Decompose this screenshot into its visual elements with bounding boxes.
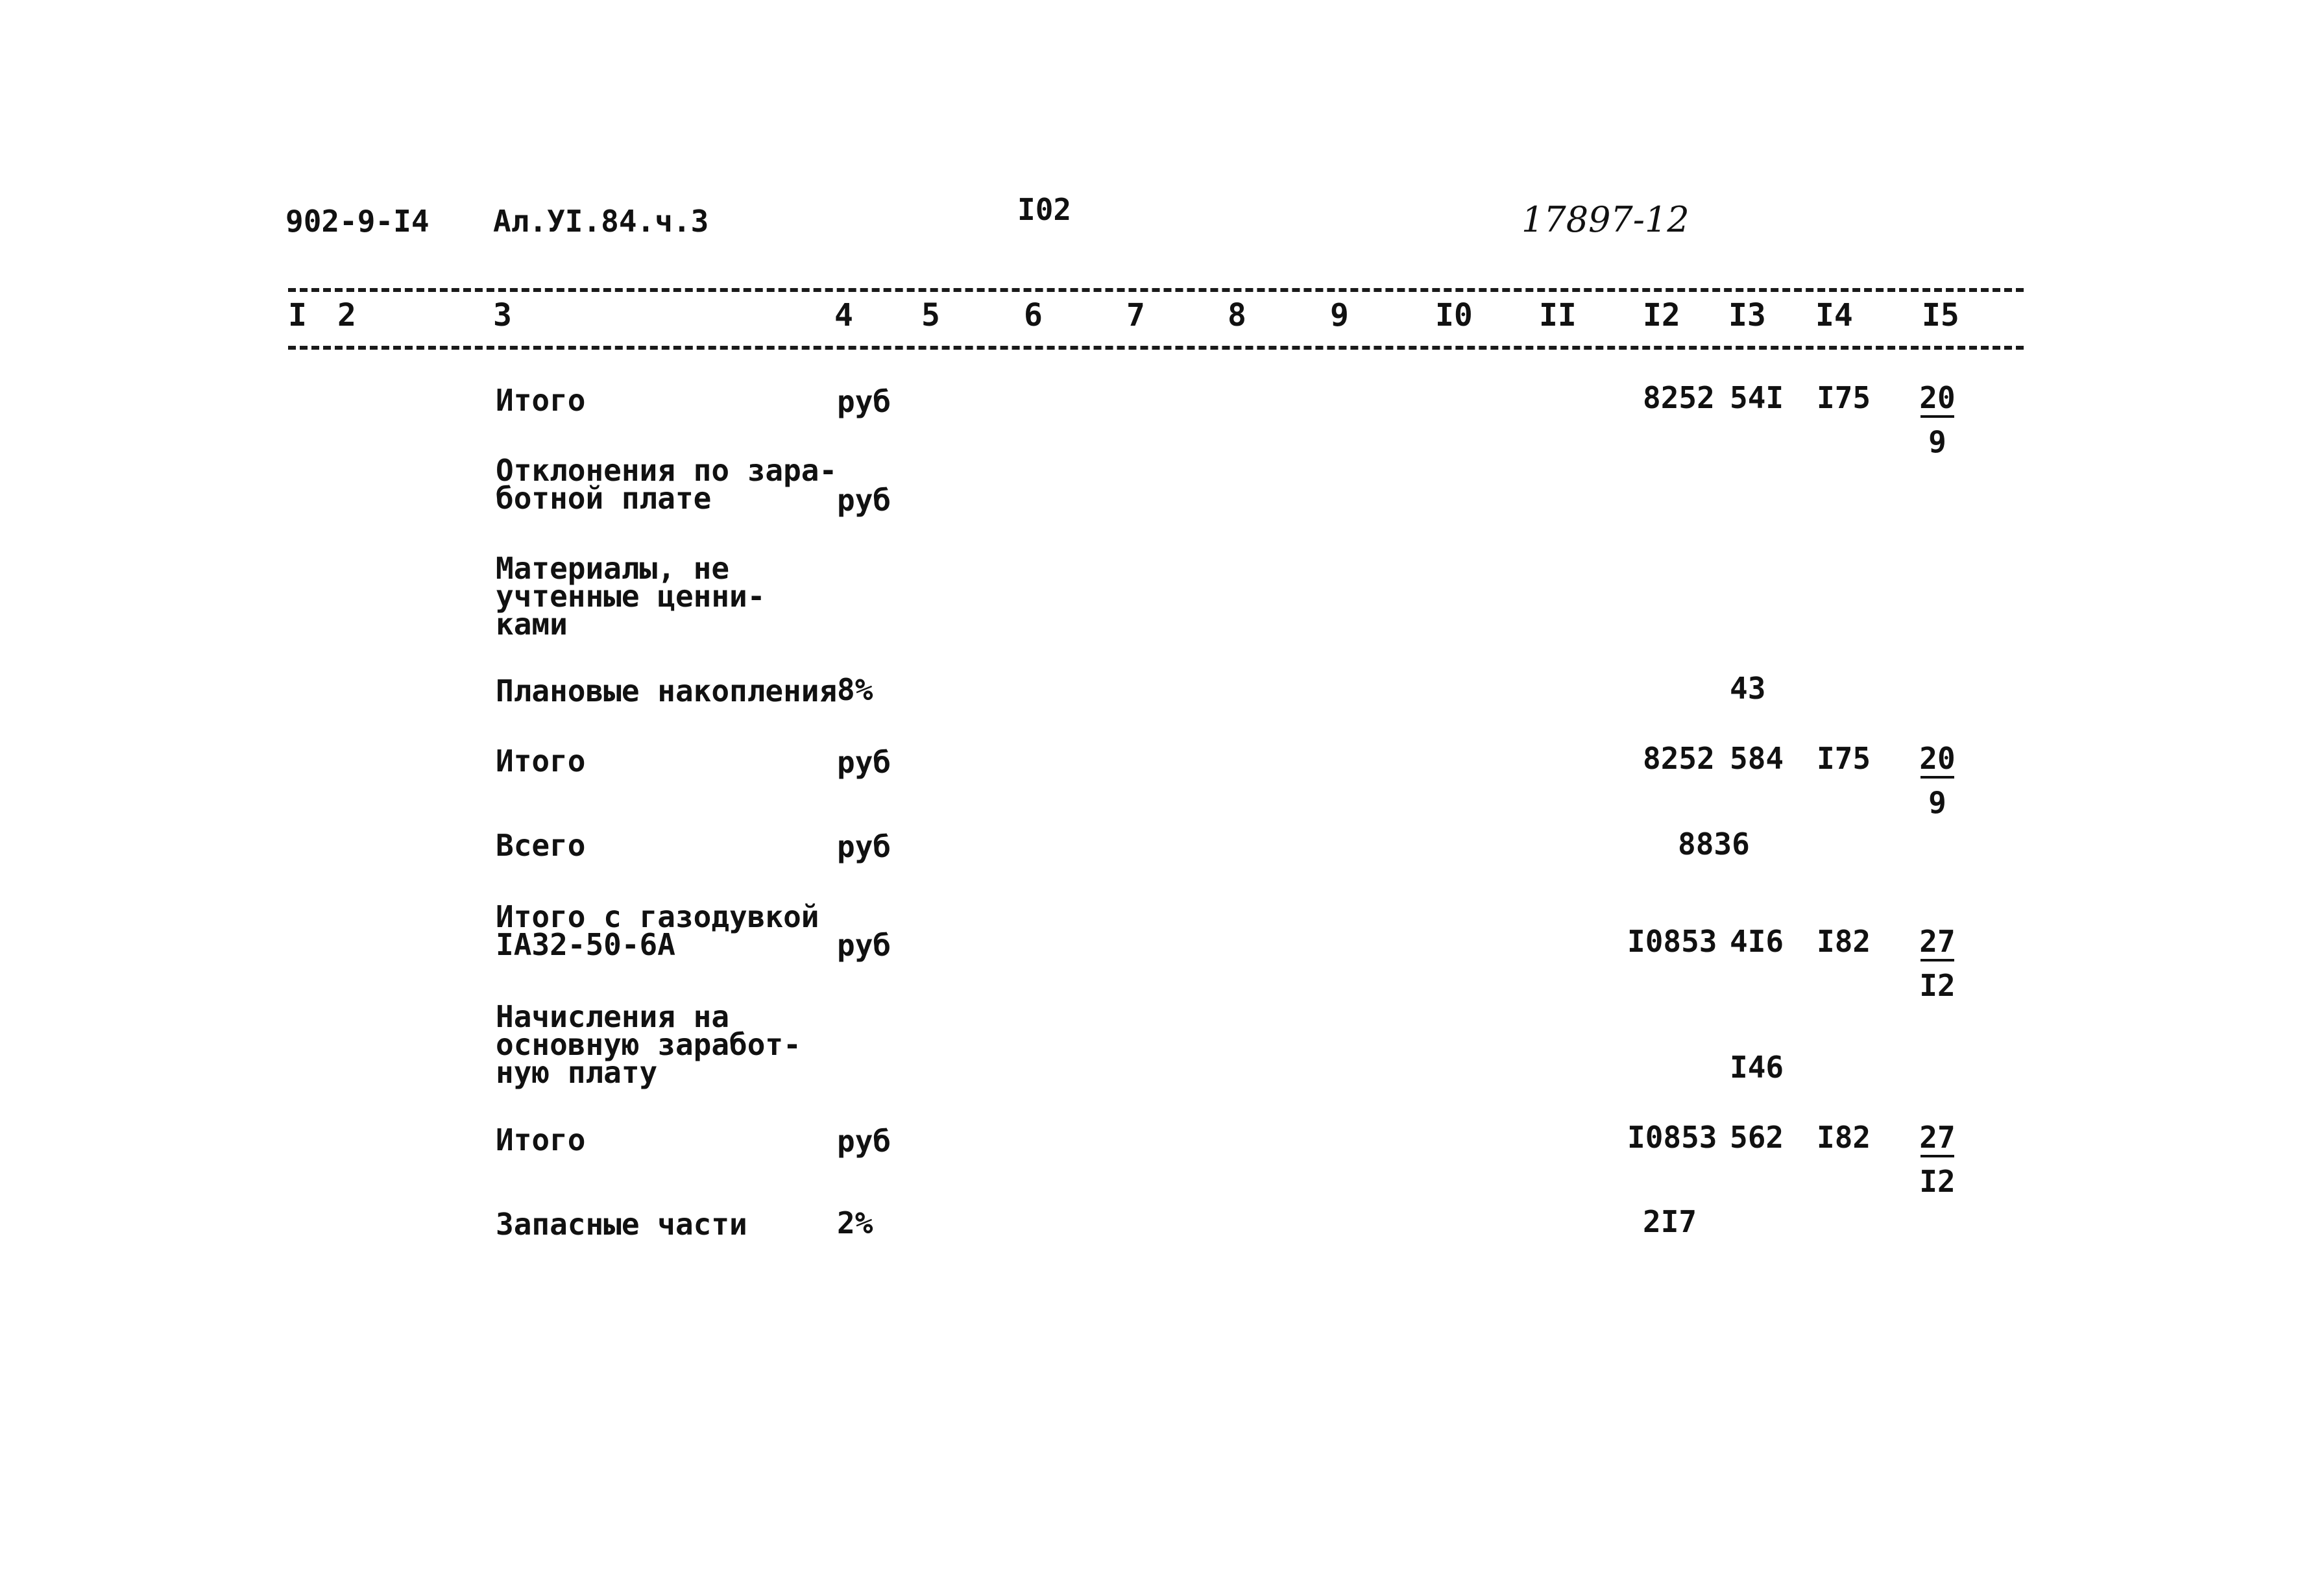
- fraction-numerator: 20: [1919, 741, 1956, 776]
- value-col13: 4I6: [1730, 924, 1784, 959]
- document-number: 902-9-I4: [285, 204, 430, 239]
- unit-cell: руб: [837, 745, 891, 780]
- value-col13: I46: [1730, 1050, 1784, 1085]
- value-col12: I0853: [1627, 924, 1717, 959]
- column-number: I5: [1922, 297, 1959, 333]
- value-col14: I82: [1817, 1120, 1871, 1155]
- column-number: I0: [1435, 297, 1473, 333]
- column-number: 4: [834, 297, 853, 333]
- row-label: Итого с газодувкой IА32-50-6А: [496, 899, 819, 962]
- unit-cell: руб: [837, 1124, 891, 1159]
- value-col14: I75: [1817, 741, 1871, 776]
- column-number: I3: [1728, 297, 1766, 333]
- row-label: Итого: [496, 383, 586, 418]
- fraction-col15: [1918, 1120, 1957, 1199]
- unit-cell: руб: [837, 928, 891, 963]
- column-number: I4: [1815, 297, 1853, 333]
- column-number: 8: [1228, 297, 1246, 333]
- value-col14: I82: [1817, 924, 1871, 959]
- fraction-col15: [1918, 924, 1957, 1003]
- row-label: Запасные части: [496, 1207, 747, 1242]
- page-number: I02: [1017, 192, 1072, 227]
- unit-cell: 8%: [837, 672, 873, 707]
- unit-cell: руб: [837, 384, 891, 419]
- value-col14: I75: [1817, 380, 1871, 415]
- fraction-denominator: I2: [1919, 1164, 1956, 1199]
- column-number: 5: [921, 297, 940, 333]
- value-col12: I0853: [1627, 1120, 1717, 1155]
- fraction-col15: [1918, 741, 1957, 820]
- value-col12: 8252: [1643, 380, 1715, 415]
- column-number: I: [288, 297, 307, 333]
- unit-cell: 2%: [837, 1205, 873, 1240]
- column-number: 6: [1024, 297, 1043, 333]
- fraction-numerator: 27: [1919, 1120, 1956, 1155]
- column-number: I2: [1643, 297, 1680, 333]
- value-col13: 562: [1730, 1120, 1784, 1155]
- value-col12: 8252: [1643, 741, 1715, 776]
- row-label: Итого: [496, 744, 586, 779]
- row-label: Отклонения по зара- ботной плате: [496, 453, 838, 516]
- value-col12: 2I7: [1643, 1204, 1697, 1239]
- value-col13: 43: [1730, 671, 1766, 706]
- row-label: Начисления на основную заработ- ную плату: [496, 999, 801, 1090]
- sheet-code: 17897-12: [1521, 199, 1690, 240]
- column-number: 3: [493, 297, 512, 333]
- fraction-denominator: I2: [1919, 968, 1956, 1003]
- row-label: Плановые накопления: [496, 673, 838, 708]
- column-number: 9: [1330, 297, 1349, 333]
- fraction-col15: [1918, 380, 1957, 459]
- unit-cell: руб: [837, 829, 891, 864]
- header-rule-bottom: [288, 346, 2024, 350]
- row-label: Итого: [496, 1122, 586, 1157]
- column-number: II: [1539, 297, 1577, 333]
- fraction-denominator: 9: [1928, 785, 1946, 820]
- value-col13: 54I: [1730, 380, 1784, 415]
- value-col13: 584: [1730, 741, 1784, 776]
- column-number: 7: [1126, 297, 1145, 333]
- value-total: 8836: [1678, 827, 1750, 862]
- fraction-denominator: 9: [1928, 424, 1946, 459]
- column-number: 2: [337, 297, 356, 333]
- row-label: Всего: [496, 828, 586, 863]
- fraction-numerator: 27: [1919, 924, 1956, 959]
- fraction-numerator: 20: [1919, 380, 1956, 415]
- header-rule-top: [288, 288, 2024, 292]
- row-label: Материалы, не учтенные ценни- ками: [496, 551, 766, 642]
- unit-cell: руб: [837, 483, 891, 518]
- album-reference: Ал.УI.84.ч.3: [493, 204, 709, 239]
